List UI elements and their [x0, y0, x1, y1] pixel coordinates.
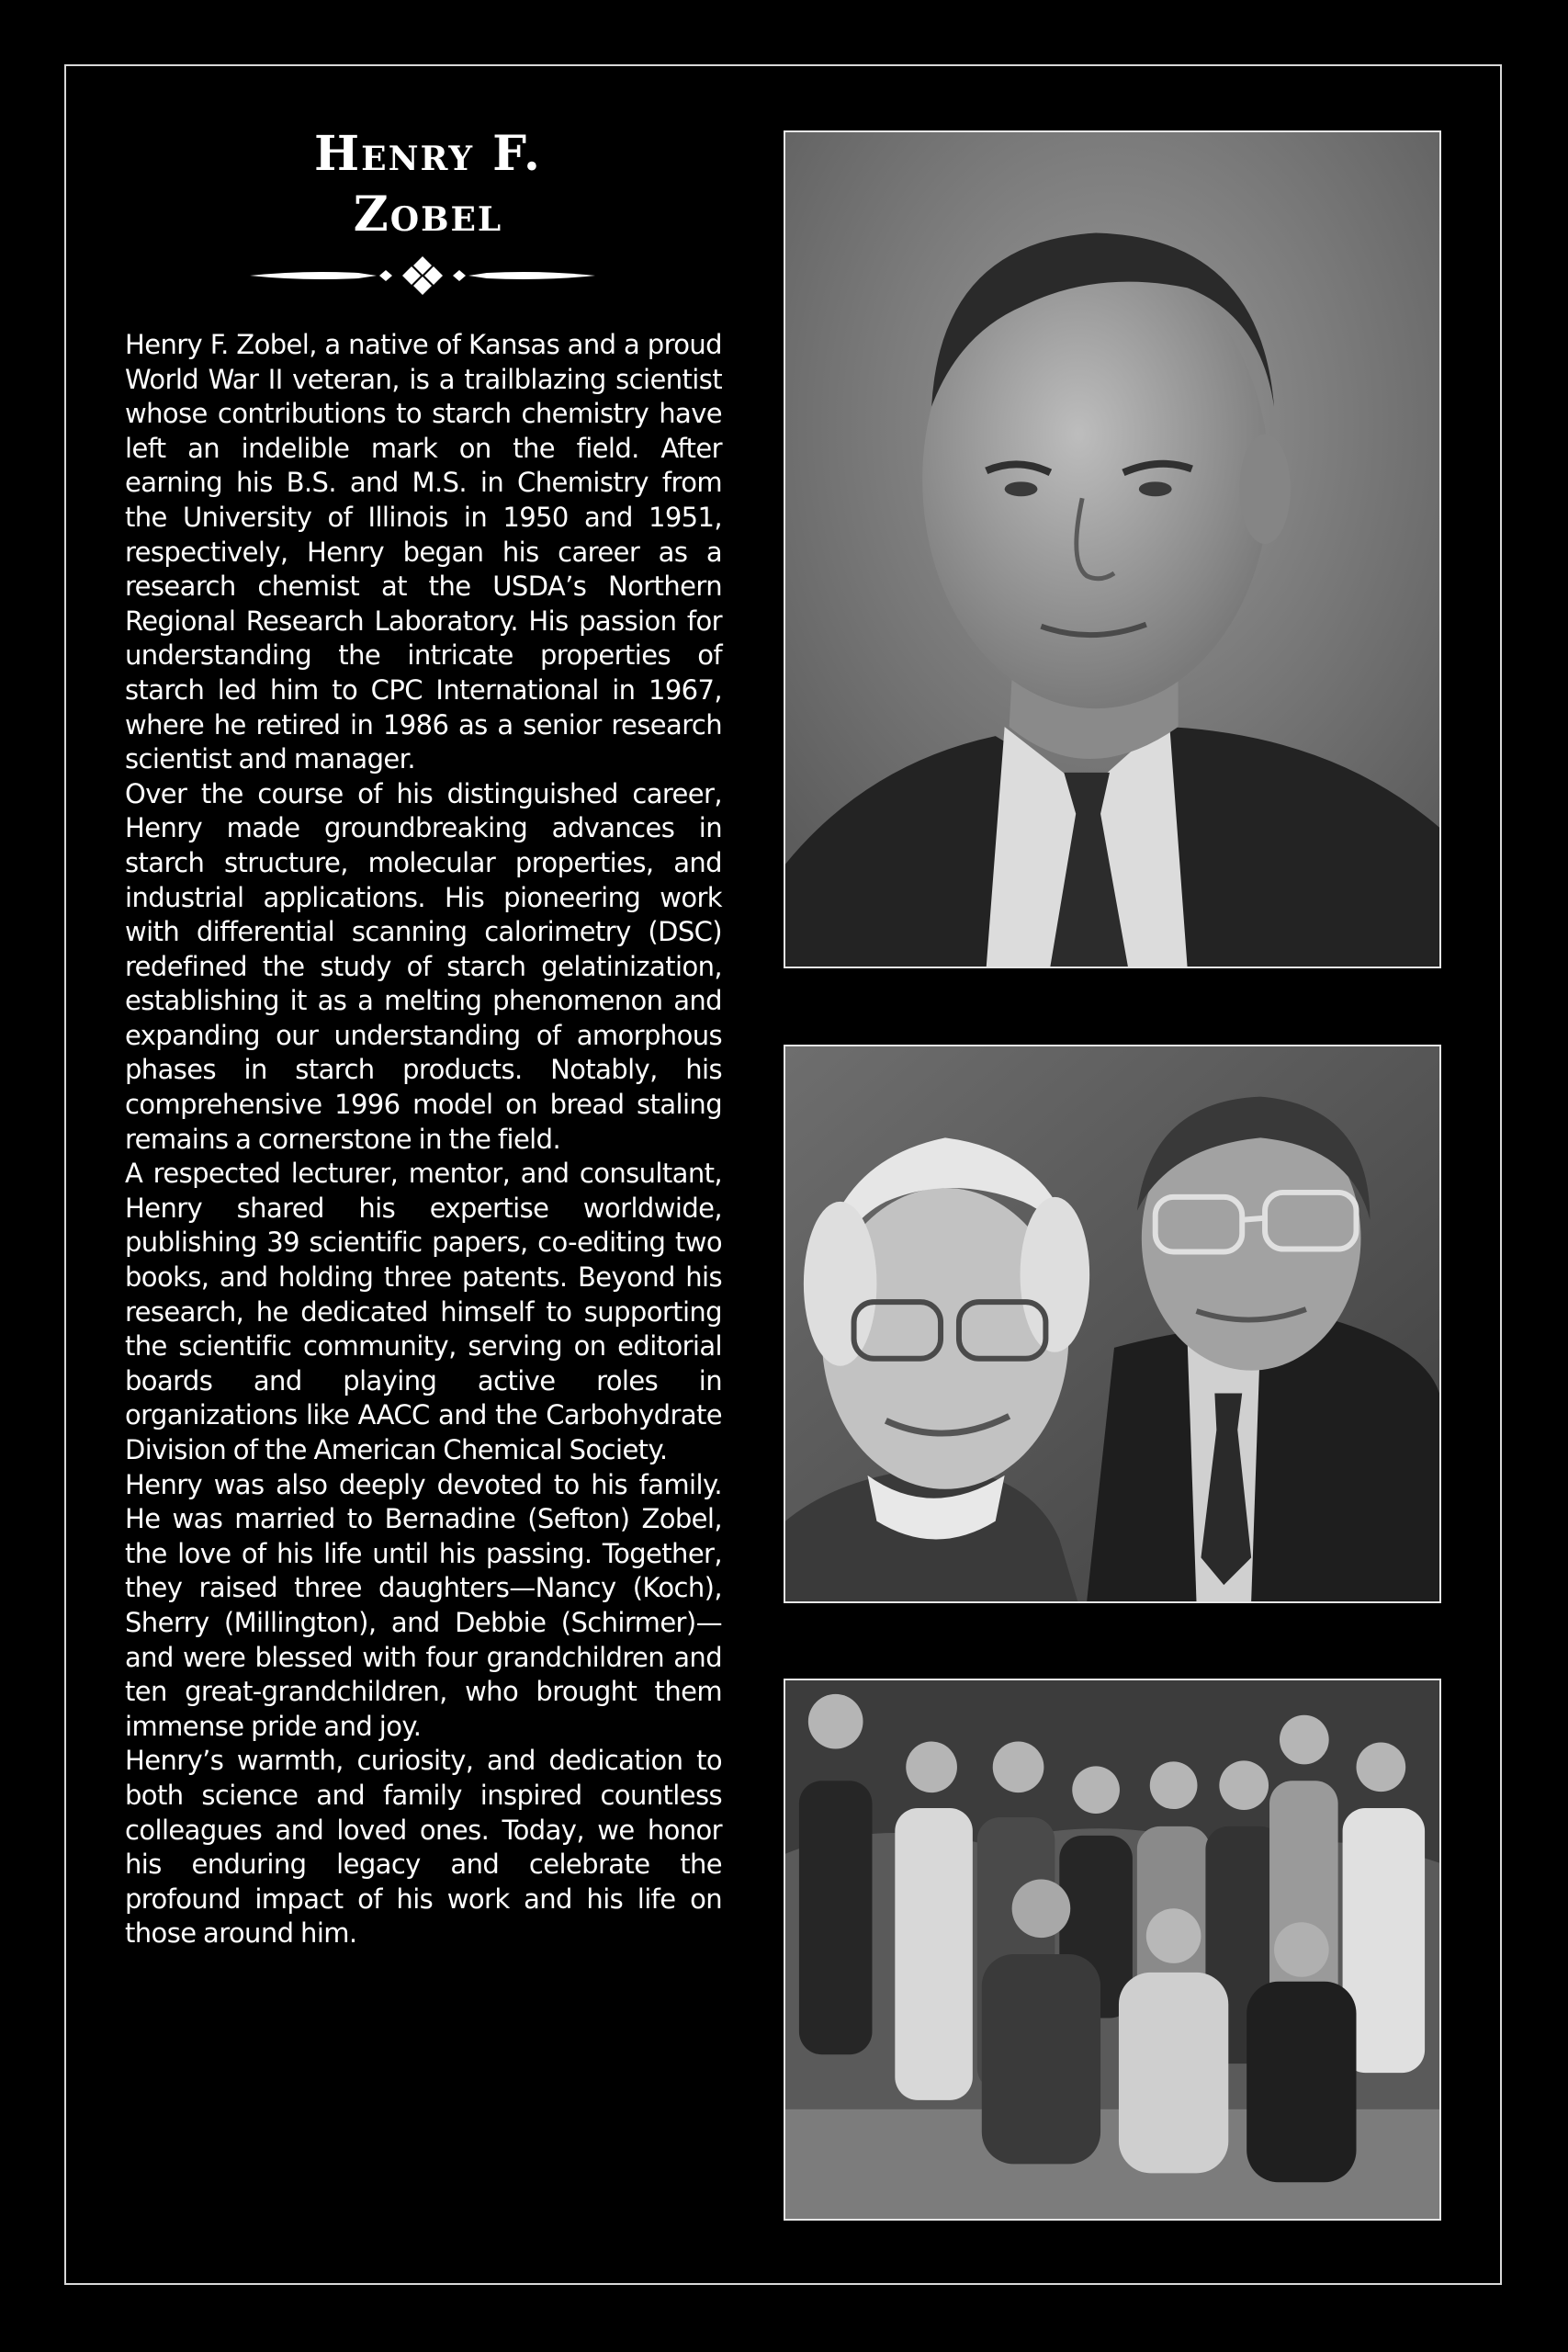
bio-paragraph-5: Henry’s warmth, curiosity, and dedication to both science and family inspired countless colleagues and loved ones. Today, we honor his enduring legacy and celebrate the profound impact of his work and his life on those around him. [125, 1745, 722, 1950]
ornament-divider-icon [248, 253, 597, 299]
portrait-photo [784, 130, 1441, 968]
family-photo [784, 1679, 1441, 2221]
bio-paragraph-2: Over the course of his distinguished career, Henry made groundbreaking advances in starch structure, molecular properties, and industrial applications. His pioneering work with differential scanning calorimetry (DSC) redefined the study of starch gelatinization, establishing it as a melting phenomenon and expanding our understanding of amorphous phases in starch products. Notably, his comprehensive 1996 model on bread staling remains a cornerstone in the field. [125, 777, 722, 1155]
title-line-1: Henry F. [314, 126, 542, 182]
bio-paragraph-4: Henry was also deeply devoted to his family. He was married to Bernadine (Sefton) Zobel, the love of his life until his passing. Together, they raised three daughters—Nancy (Koch), Sherry (Millington), and Debbie (Schirmer)—and were blessed with four grandchildren and ten great-grandchildren, who brought them immense pride and joy. [125, 1468, 722, 1742]
page-title [124, 124, 732, 245]
bio-paragraph-1: Henry F. Zobel, a native of Kansas and a proud World War II veteran, is a trailblazing scientist whose contributions to starch chemistry have left an indelible mark on the field. After earning his B.S. and M.S. in Chemistry from the University of Illinois in 1950 and 1951, respectively, Henry began his career as a research chemist at the USDA’s Northern Regional Research Laboratory. His passion for understanding the intricate properties of starch led him to CPC International in 1967, where he retired in 1986 as a senior research scientist and manager. [125, 329, 722, 775]
title-line-2: Zobel [353, 187, 503, 243]
couple-photo [784, 1045, 1441, 1603]
bio-paragraph-3: A respected lecturer, mentor, and consultant, Henry shared his expertise worldwide, publishing 39 scientific papers, co-editing two books, and holding three patents. Beyond his research, he dedicated himself to supporting the scientific community, serving on editorial boards and playing active roles in organizations like AACC and the Carbohydrate Division of the American Chemical Society. [125, 1158, 722, 1465]
biography-text [125, 328, 722, 1951]
